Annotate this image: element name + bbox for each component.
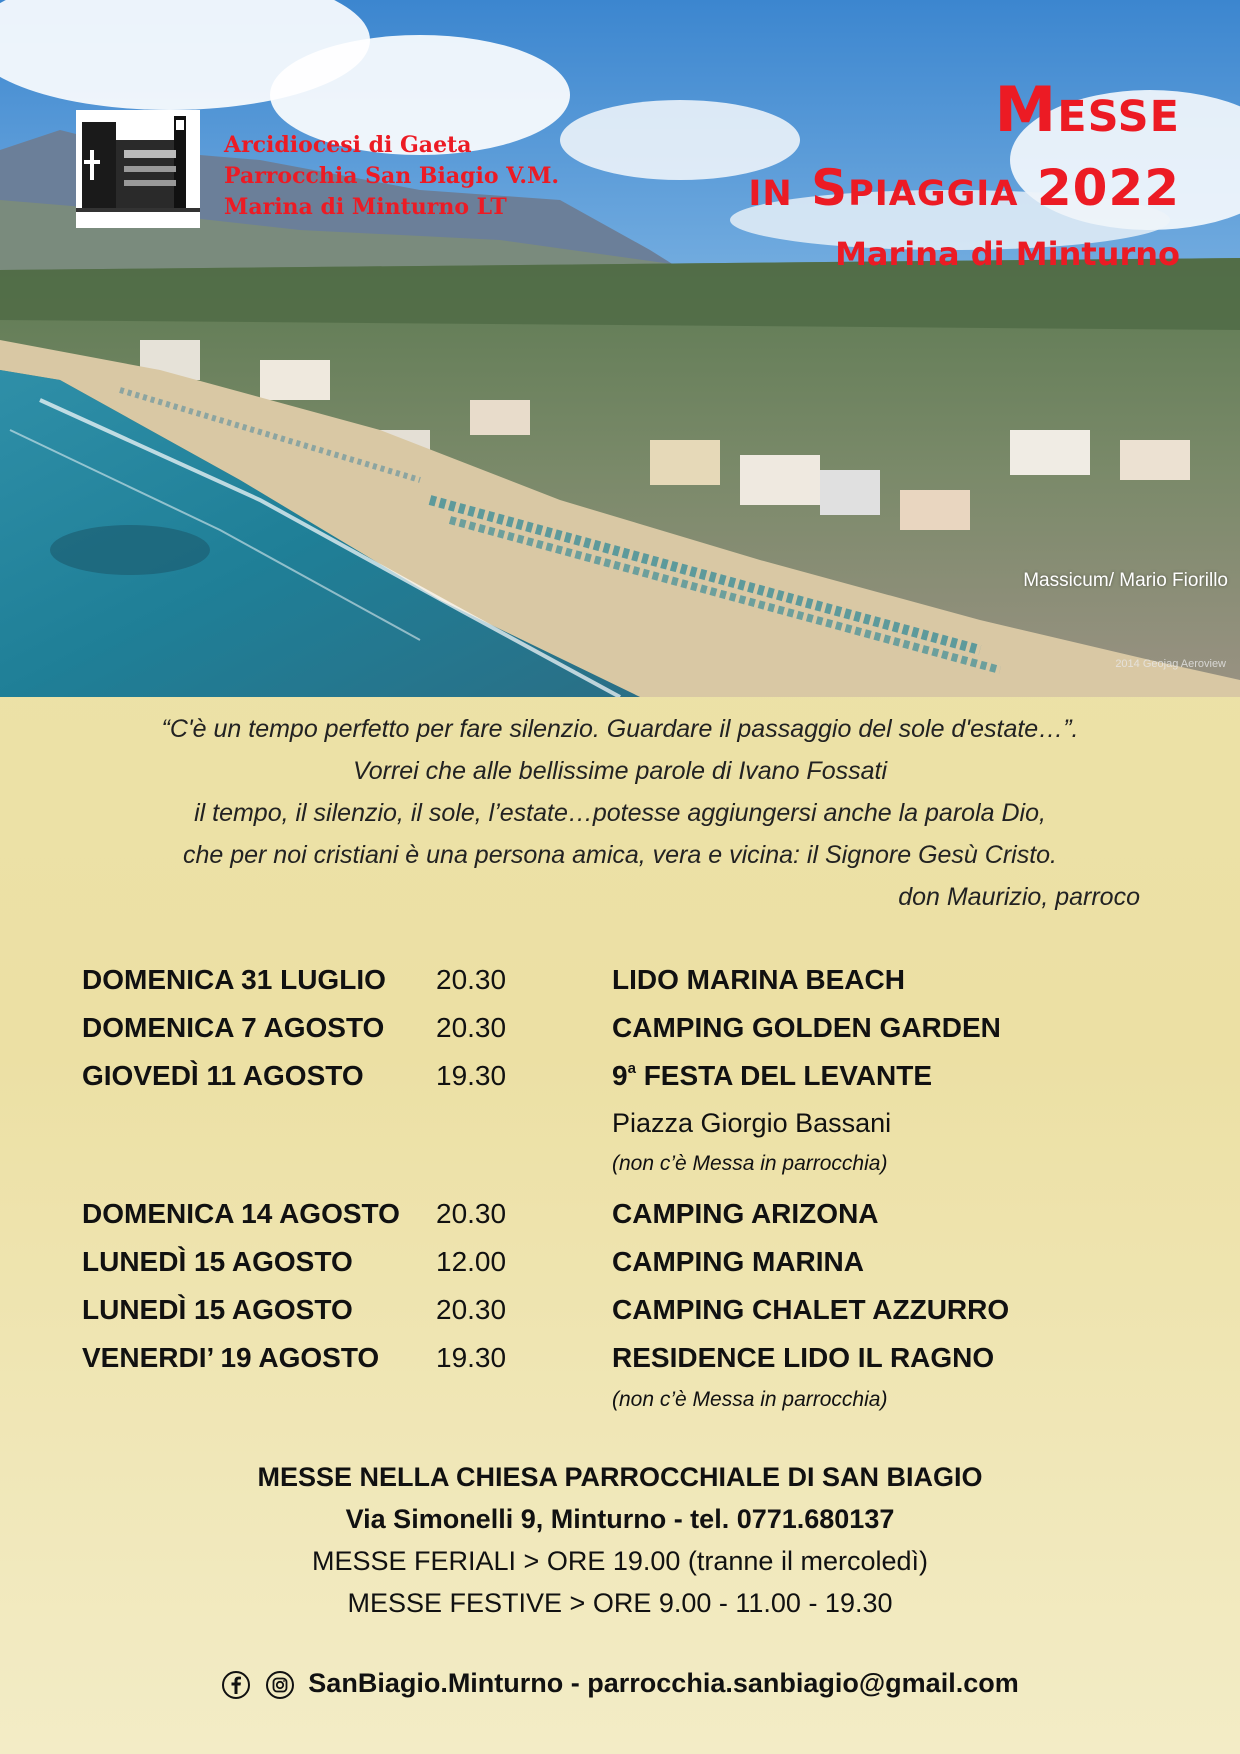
- parish-line: Parrocchia San Biagio V.M.: [224, 163, 560, 189]
- schedule-row: [82, 1238, 1182, 1286]
- location-line: Marina di Minturno LT: [224, 194, 507, 220]
- schedule-day: DOMENICA 31 LUGLIO: [82, 964, 386, 995]
- schedule-place: CAMPING GOLDEN GARDEN: [612, 1012, 1001, 1043]
- schedule-day: GIOVEDÌ 11 AGOSTO: [82, 1060, 364, 1091]
- quote-line: che per noi cristiani è una persona amica, vera e vicina: il Signore Gesù Cristo.: [182, 841, 1058, 869]
- schedule-row: [82, 1334, 1182, 1382]
- schedule-note: (non c’è Messa in parrocchia): [612, 1152, 888, 1175]
- weekday-masses: MESSE FERIALI > ORE 19.00 (tranne il mercoledì): [312, 1546, 928, 1576]
- schedule-day: DOMENICA 14 AGOSTO: [82, 1198, 400, 1229]
- schedule-place: RESIDENCE LIDO IL RAGNO: [612, 1342, 995, 1373]
- schedule-place: [612, 1052, 932, 1100]
- mass-schedule: [82, 956, 1182, 1426]
- photo-watermark: 2014 Geojag Aeroview: [1115, 658, 1226, 670]
- title-spiaggia: in Spiaggia 2022: [748, 159, 1180, 217]
- schedule-time: 20.30: [436, 1198, 507, 1229]
- schedule-place: CAMPING CHALET AZZURRO: [612, 1294, 1010, 1325]
- quote-line: “C'è un tempo perfetto per fare silenzio. Guardare il passaggio del sole d'estate…”.: [161, 715, 1079, 743]
- contact-text[interactable]: SanBiagio.Minturno - parrocchia.sanbiagio@gmail.com: [308, 1668, 1019, 1698]
- schedule-day: DOMENICA 7 AGOSTO: [82, 1012, 385, 1043]
- schedule-place-detail: Piazza Giorgio Bassani: [612, 1108, 892, 1138]
- diocese-line: Arcidiocesi di Gaeta: [224, 132, 472, 158]
- instagram-icon[interactable]: [265, 1670, 295, 1700]
- schedule-time: 20.30: [436, 964, 507, 995]
- schedule-time: 19.30: [436, 1060, 507, 1091]
- schedule-time: 20.30: [436, 1294, 507, 1325]
- schedule-row: [82, 1286, 1182, 1334]
- facebook-icon[interactable]: [221, 1670, 251, 1700]
- schedule-day: LUNEDÌ 15 AGOSTO: [82, 1294, 353, 1325]
- schedule-note-row: [82, 1146, 1182, 1190]
- schedule-time: 12.00: [436, 1246, 507, 1277]
- place-number: 9: [612, 1060, 628, 1091]
- holiday-masses: MESSE FESTIVE > ORE 9.00 - 11.00 - 19.30: [347, 1588, 893, 1618]
- schedule-day: LUNEDÌ 15 AGOSTO: [82, 1246, 353, 1277]
- schedule-place: CAMPING ARIZONA: [612, 1198, 879, 1229]
- schedule-row: [82, 1052, 1182, 1100]
- quote-block: [60, 708, 1180, 918]
- hero-photo: [0, 0, 1240, 697]
- photo-credit: Massicum/ Mario Fiorillo: [1023, 570, 1228, 591]
- church-address: Via Simonelli 9, Minturno - tel. 0771.680137: [345, 1504, 895, 1534]
- place-name: FESTA DEL LEVANTE: [635, 1060, 933, 1091]
- title-messe: Messe: [994, 73, 1180, 146]
- schedule-row: [82, 1190, 1182, 1238]
- quote-line: il tempo, il silenzio, il sole, l’estate…potesse aggiungersi anche la parola Dio,: [194, 799, 1046, 827]
- schedule-day: VENERDI’ 19 AGOSTO: [82, 1342, 380, 1373]
- schedule-note-row: [82, 1382, 1182, 1426]
- schedule-time: 20.30: [436, 1012, 507, 1043]
- schedule-time: 19.30: [436, 1342, 507, 1373]
- schedule-row: [82, 1004, 1182, 1052]
- quote-line: Vorrei che alle bellissime parole di Ivano Fossati: [352, 757, 888, 785]
- church-info: [0, 1456, 1240, 1624]
- title-location: Marina di Minturno: [835, 235, 1180, 273]
- contact-footer: [0, 1660, 1240, 1706]
- church-heading: MESSE NELLA CHIESA PARROCCHIALE DI SAN BIAGIO: [257, 1462, 983, 1492]
- church-drawing-icon: [76, 110, 200, 228]
- schedule-row: [82, 956, 1182, 1004]
- diocese-block: [224, 130, 604, 223]
- place-ordinal: a: [627, 1060, 636, 1077]
- quote-signature: don Maurizio, parroco: [898, 883, 1140, 911]
- schedule-note: (non c’è Messa in parrocchia): [612, 1388, 888, 1411]
- parish-logo: [76, 110, 200, 228]
- schedule-detail-row: [82, 1100, 1182, 1146]
- schedule-place: CAMPING MARINA: [612, 1246, 864, 1277]
- schedule-place: LIDO MARINA BEACH: [612, 964, 905, 995]
